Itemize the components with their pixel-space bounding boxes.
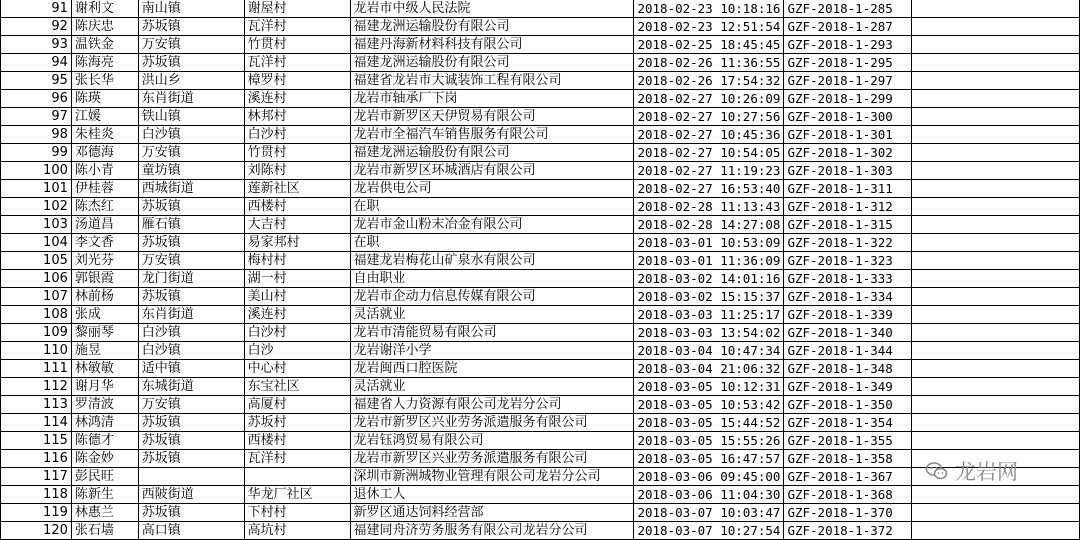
blank-cell	[912, 180, 1080, 198]
datetime-cell: 2018-02-27 10:54:05	[634, 144, 784, 162]
row-number: 115	[1, 432, 72, 450]
table-row	[1, 288, 1080, 306]
village-cell: 白沙	[244, 342, 350, 360]
table-row	[1, 36, 1080, 54]
village-cell: 谢屋村	[244, 0, 350, 18]
code-cell: GZF-2018-1-311	[784, 180, 912, 198]
town-cell: 苏坂镇	[138, 414, 244, 432]
datetime-cell: 2018-03-01 10:53:09	[634, 234, 784, 252]
row-number: 113	[1, 396, 72, 414]
datetime-cell: 2018-03-06 09:45:00	[634, 468, 784, 486]
town-cell: 铁山镇	[138, 108, 244, 126]
code-cell: GZF-2018-1-312	[784, 198, 912, 216]
blank-cell	[912, 54, 1080, 72]
name-cell: 刘光芬	[71, 252, 138, 270]
blank-cell	[912, 432, 1080, 450]
employer-cell: 福建龙洲运输股份有限公司	[350, 18, 634, 36]
blank-cell	[912, 108, 1080, 126]
employer-cell: 在职	[350, 234, 634, 252]
wechat-icon	[925, 459, 949, 483]
table-row	[1, 468, 1080, 486]
employer-cell: 灵活就业	[350, 306, 634, 324]
village-cell: 竹贯村	[244, 36, 350, 54]
employer-cell: 龙岩钰鸿贸易有限公司	[350, 432, 634, 450]
datetime-cell: 2018-03-05 16:47:57	[634, 450, 784, 468]
name-cell: 陈小青	[71, 162, 138, 180]
code-cell: GZF-2018-1-367	[784, 468, 912, 486]
blank-cell	[912, 198, 1080, 216]
employer-cell: 福建省龙岩市大诚装饰工程有限公司	[350, 72, 634, 90]
table-row	[1, 72, 1080, 90]
code-cell: GZF-2018-1-333	[784, 270, 912, 288]
row-number: 91	[1, 0, 72, 18]
blank-cell	[912, 234, 1080, 252]
name-cell: 郭银霞	[71, 270, 138, 288]
table-row	[1, 198, 1080, 216]
table-row	[1, 144, 1080, 162]
table-row	[1, 180, 1080, 198]
row-number: 106	[1, 270, 72, 288]
code-cell: GZF-2018-1-299	[784, 90, 912, 108]
datetime-cell: 2018-03-04 10:47:34	[634, 342, 784, 360]
name-cell: 张石墙	[71, 522, 138, 540]
town-cell: 万安镇	[138, 252, 244, 270]
name-cell: 朱桂炎	[71, 126, 138, 144]
row-number: 114	[1, 414, 72, 432]
name-cell: 邓德海	[71, 144, 138, 162]
datetime-cell: 2018-03-05 15:44:52	[634, 414, 784, 432]
row-number: 93	[1, 36, 72, 54]
blank-cell	[912, 36, 1080, 54]
datetime-cell: 2018-03-07 10:03:47	[634, 504, 784, 522]
employer-cell: 深圳市新洲城物业管理有限公司龙岩分公司	[350, 468, 634, 486]
town-cell: 西城街道	[138, 180, 244, 198]
code-cell: GZF-2018-1-287	[784, 18, 912, 36]
town-cell: 苏坂镇	[138, 288, 244, 306]
code-cell: GZF-2018-1-370	[784, 504, 912, 522]
datetime-cell: 2018-03-07 10:27:54	[634, 522, 784, 540]
name-cell: 陈德才	[71, 432, 138, 450]
village-cell: 竹贯村	[244, 144, 350, 162]
code-cell: GZF-2018-1-339	[784, 306, 912, 324]
name-cell: 谢月华	[71, 378, 138, 396]
code-cell: GZF-2018-1-334	[784, 288, 912, 306]
row-number: 92	[1, 18, 72, 36]
name-cell: 李文香	[71, 234, 138, 252]
table-row	[1, 234, 1080, 252]
code-cell: GZF-2018-1-368	[784, 486, 912, 504]
datetime-cell: 2018-02-27 16:53:40	[634, 180, 784, 198]
table-row	[1, 360, 1080, 378]
code-cell: GZF-2018-1-372	[784, 522, 912, 540]
table-row	[1, 108, 1080, 126]
village-cell: 瓦洋村	[244, 450, 350, 468]
code-cell: GZF-2018-1-315	[784, 216, 912, 234]
code-cell: GZF-2018-1-322	[784, 234, 912, 252]
row-number: 112	[1, 378, 72, 396]
blank-cell	[912, 18, 1080, 36]
name-cell: 陈杰红	[71, 198, 138, 216]
table-row	[1, 270, 1080, 288]
datetime-cell: 2018-02-25 18:45:45	[634, 36, 784, 54]
name-cell: 江媛	[71, 108, 138, 126]
table-row	[1, 18, 1080, 36]
town-cell: 苏坂镇	[138, 54, 244, 72]
employer-cell: 福建同舟济劳务服务有限公司龙岩分公司	[350, 522, 634, 540]
code-cell: GZF-2018-1-302	[784, 144, 912, 162]
datetime-cell: 2018-03-06 11:04:30	[634, 486, 784, 504]
town-cell: 东肖街道	[138, 90, 244, 108]
table-row	[1, 252, 1080, 270]
table-row	[1, 90, 1080, 108]
code-cell: GZF-2018-1-303	[784, 162, 912, 180]
village-cell: 西楼村	[244, 198, 350, 216]
datetime-cell: 2018-03-04 21:06:32	[634, 360, 784, 378]
row-number: 119	[1, 504, 72, 522]
name-cell: 林前杨	[71, 288, 138, 306]
town-cell: 适中镇	[138, 360, 244, 378]
row-number: 104	[1, 234, 72, 252]
datetime-cell: 2018-02-27 10:45:36	[634, 126, 784, 144]
name-cell: 谢利文	[71, 0, 138, 18]
town-cell: 苏坂镇	[138, 234, 244, 252]
name-cell: 伊桂蓉	[71, 180, 138, 198]
village-cell: 白沙村	[244, 324, 350, 342]
blank-cell	[912, 126, 1080, 144]
town-cell: 白沙镇	[138, 342, 244, 360]
employer-cell: 福建龙洲运输股份有限公司	[350, 144, 634, 162]
name-cell: 林惠兰	[71, 504, 138, 522]
datetime-cell: 2018-03-03 11:25:17	[634, 306, 784, 324]
code-cell: GZF-2018-1-293	[784, 36, 912, 54]
employer-cell: 福建省人力资源有限公司龙岩分公司	[350, 396, 634, 414]
village-cell: 瓦洋村	[244, 54, 350, 72]
table-row	[1, 486, 1080, 504]
town-cell: 南山镇	[138, 0, 244, 18]
name-cell: 陈金妙	[71, 450, 138, 468]
blank-cell	[912, 486, 1080, 504]
row-number: 111	[1, 360, 72, 378]
code-cell: GZF-2018-1-301	[784, 126, 912, 144]
name-cell: 陈庆忠	[71, 18, 138, 36]
table-row	[1, 126, 1080, 144]
blank-cell	[912, 288, 1080, 306]
village-cell: 中心村	[244, 360, 350, 378]
employer-cell: 龙岩市轴承厂下岗	[350, 90, 634, 108]
village-cell: 东宝社区	[244, 378, 350, 396]
town-cell: 童坊镇	[138, 162, 244, 180]
datetime-cell: 2018-02-27 10:26:09	[634, 90, 784, 108]
employer-cell: 在职	[350, 198, 634, 216]
row-number: 96	[1, 90, 72, 108]
row-number: 101	[1, 180, 72, 198]
name-cell: 黎丽琴	[71, 324, 138, 342]
row-number: 116	[1, 450, 72, 468]
name-cell: 张成	[71, 306, 138, 324]
blank-cell	[912, 162, 1080, 180]
employer-cell: 自由职业	[350, 270, 634, 288]
watermark-text: 龙岩网	[955, 460, 1018, 484]
row-number: 98	[1, 126, 72, 144]
table-row	[1, 342, 1080, 360]
row-number: 97	[1, 108, 72, 126]
employer-cell: 退休工人	[350, 486, 634, 504]
datetime-cell: 2018-03-02 15:15:37	[634, 288, 784, 306]
datetime-cell: 2018-03-03 13:54:02	[634, 324, 784, 342]
village-cell: 樟罗村	[244, 72, 350, 90]
village-cell: 白沙村	[244, 126, 350, 144]
village-cell: 苏坂村	[244, 414, 350, 432]
code-cell: GZF-2018-1-295	[784, 54, 912, 72]
employer-cell: 龙岩供电公司	[350, 180, 634, 198]
code-cell: GZF-2018-1-344	[784, 342, 912, 360]
town-cell: 龙门街道	[138, 270, 244, 288]
name-cell: 施昱	[71, 342, 138, 360]
name-cell: 彭民旺	[71, 468, 138, 486]
blank-cell	[912, 378, 1080, 396]
village-cell: 高坑村	[244, 522, 350, 540]
watermark	[925, 456, 1018, 486]
village-cell: 华龙厂社区	[244, 486, 350, 504]
name-cell: 陈瑛	[71, 90, 138, 108]
blank-cell	[912, 72, 1080, 90]
table-row	[1, 522, 1080, 540]
village-cell: 湖一村	[244, 270, 350, 288]
row-number: 109	[1, 324, 72, 342]
town-cell: 万安镇	[138, 36, 244, 54]
code-cell: GZF-2018-1-358	[784, 450, 912, 468]
datetime-cell: 2018-02-26 17:54:32	[634, 72, 784, 90]
employer-cell: 龙岩市全福汽车销售服务有限公司	[350, 126, 634, 144]
datetime-cell: 2018-03-05 15:55:26	[634, 432, 784, 450]
datetime-cell: 2018-02-26 11:36:55	[634, 54, 784, 72]
blank-cell	[912, 90, 1080, 108]
village-cell: 溪连村	[244, 90, 350, 108]
row-number: 103	[1, 216, 72, 234]
datetime-cell: 2018-02-23 12:51:54	[634, 18, 784, 36]
town-cell: 苏坂镇	[138, 504, 244, 522]
code-cell: GZF-2018-1-348	[784, 360, 912, 378]
name-cell: 陈海亮	[71, 54, 138, 72]
table-row	[1, 306, 1080, 324]
table-row	[1, 162, 1080, 180]
village-cell: 大吉村	[244, 216, 350, 234]
employer-cell: 龙岩市清能贸易有限公司	[350, 324, 634, 342]
village-cell: 高厦村	[244, 396, 350, 414]
table-row	[1, 54, 1080, 72]
village-cell: 梅村村	[244, 252, 350, 270]
table-row	[1, 324, 1080, 342]
town-cell: 东城街道	[138, 378, 244, 396]
row-number: 118	[1, 486, 72, 504]
blank-cell	[912, 522, 1080, 540]
row-number: 108	[1, 306, 72, 324]
blank-cell	[912, 306, 1080, 324]
town-cell: 苏坂镇	[138, 18, 244, 36]
blank-cell	[912, 342, 1080, 360]
town-cell: 万安镇	[138, 144, 244, 162]
employer-cell: 龙岩市新罗区环城酒店有限公司	[350, 162, 634, 180]
row-number: 105	[1, 252, 72, 270]
village-cell	[244, 468, 350, 486]
name-cell: 张长华	[71, 72, 138, 90]
row-number: 110	[1, 342, 72, 360]
town-cell: 雁石镇	[138, 216, 244, 234]
name-cell: 林鸿清	[71, 414, 138, 432]
employer-cell: 龙岩市新罗区天伊贸易有限公司	[350, 108, 634, 126]
row-number: 94	[1, 54, 72, 72]
code-cell: GZF-2018-1-340	[784, 324, 912, 342]
code-cell: GZF-2018-1-349	[784, 378, 912, 396]
name-cell: 罗清波	[71, 396, 138, 414]
datetime-cell: 2018-03-05 10:53:42	[634, 396, 784, 414]
blank-cell	[912, 396, 1080, 414]
table-row	[1, 504, 1080, 522]
blank-cell	[912, 0, 1080, 18]
town-cell	[138, 468, 244, 486]
blank-cell	[912, 270, 1080, 288]
code-cell: GZF-2018-1-285	[784, 0, 912, 18]
employer-cell: 龙岩市新罗区兴业劳务派遣服务有限公司	[350, 450, 634, 468]
name-cell: 汤道昌	[71, 216, 138, 234]
employer-cell: 福建丹海新材料科技有限公司	[350, 36, 634, 54]
blank-cell	[912, 216, 1080, 234]
table-row	[1, 432, 1080, 450]
employer-cell: 龙岩谢洋小学	[350, 342, 634, 360]
row-number: 117	[1, 468, 72, 486]
town-cell: 苏坂镇	[138, 450, 244, 468]
town-cell: 苏坂镇	[138, 198, 244, 216]
row-number: 95	[1, 72, 72, 90]
village-cell: 林邦村	[244, 108, 350, 126]
table-row	[1, 216, 1080, 234]
datetime-cell: 2018-02-28 11:13:43	[634, 198, 784, 216]
village-cell: 西楼村	[244, 432, 350, 450]
town-cell: 苏坂镇	[138, 432, 244, 450]
employer-cell: 福建龙岩梅花山矿泉水有限公司	[350, 252, 634, 270]
employer-cell: 灵活就业	[350, 378, 634, 396]
code-cell: GZF-2018-1-354	[784, 414, 912, 432]
town-cell: 万安镇	[138, 396, 244, 414]
datetime-cell: 2018-03-05 10:12:31	[634, 378, 784, 396]
datetime-cell: 2018-02-23 10:18:16	[634, 0, 784, 18]
employer-cell: 龙岩市中级人民法院	[350, 0, 634, 18]
town-cell: 高口镇	[138, 522, 244, 540]
town-cell: 白沙镇	[138, 126, 244, 144]
blank-cell	[912, 504, 1080, 522]
employer-cell: 新罗区通达饲料经营部	[350, 504, 634, 522]
table-row	[1, 396, 1080, 414]
code-cell: GZF-2018-1-323	[784, 252, 912, 270]
datetime-cell: 2018-02-27 11:19:23	[634, 162, 784, 180]
village-cell: 溪连村	[244, 306, 350, 324]
employer-cell: 龙岩市新罗区兴业劳务派遣服务有限公司	[350, 414, 634, 432]
row-number: 102	[1, 198, 72, 216]
datetime-cell: 2018-03-02 14:01:16	[634, 270, 784, 288]
town-cell: 白沙镇	[138, 324, 244, 342]
blank-cell	[912, 144, 1080, 162]
employer-cell: 龙岩闽西口腔医院	[350, 360, 634, 378]
code-cell: GZF-2018-1-355	[784, 432, 912, 450]
village-cell: 莲新社区	[244, 180, 350, 198]
table-row	[1, 0, 1080, 18]
blank-cell	[912, 414, 1080, 432]
datetime-cell: 2018-03-01 11:36:09	[634, 252, 784, 270]
blank-cell	[912, 324, 1080, 342]
village-cell: 刘陈村	[244, 162, 350, 180]
row-number: 100	[1, 162, 72, 180]
employer-cell: 龙岩市企动力信息传媒有限公司	[350, 288, 634, 306]
town-cell: 西陂街道	[138, 486, 244, 504]
table-row	[1, 378, 1080, 396]
town-cell: 东肖街道	[138, 306, 244, 324]
village-cell: 易家邦村	[244, 234, 350, 252]
row-number: 120	[1, 522, 72, 540]
blank-cell	[912, 360, 1080, 378]
blank-cell	[912, 252, 1080, 270]
village-cell: 瓦洋村	[244, 18, 350, 36]
row-number: 107	[1, 288, 72, 306]
table-row	[1, 414, 1080, 432]
datetime-cell: 2018-02-27 10:27:56	[634, 108, 784, 126]
code-cell: GZF-2018-1-300	[784, 108, 912, 126]
village-cell: 下村村	[244, 504, 350, 522]
name-cell: 温铁金	[71, 36, 138, 54]
datetime-cell: 2018-02-28 14:27:08	[634, 216, 784, 234]
name-cell: 陈新生	[71, 486, 138, 504]
employer-cell: 福建龙洲运输股份有限公司	[350, 54, 634, 72]
row-number: 99	[1, 144, 72, 162]
table-row	[1, 450, 1080, 468]
village-cell: 美山村	[244, 288, 350, 306]
name-cell: 林敏敏	[71, 360, 138, 378]
code-cell: GZF-2018-1-297	[784, 72, 912, 90]
code-cell: GZF-2018-1-350	[784, 396, 912, 414]
employer-cell: 龙岩市金山粉末冶金有限公司	[350, 216, 634, 234]
town-cell: 洪山乡	[138, 72, 244, 90]
